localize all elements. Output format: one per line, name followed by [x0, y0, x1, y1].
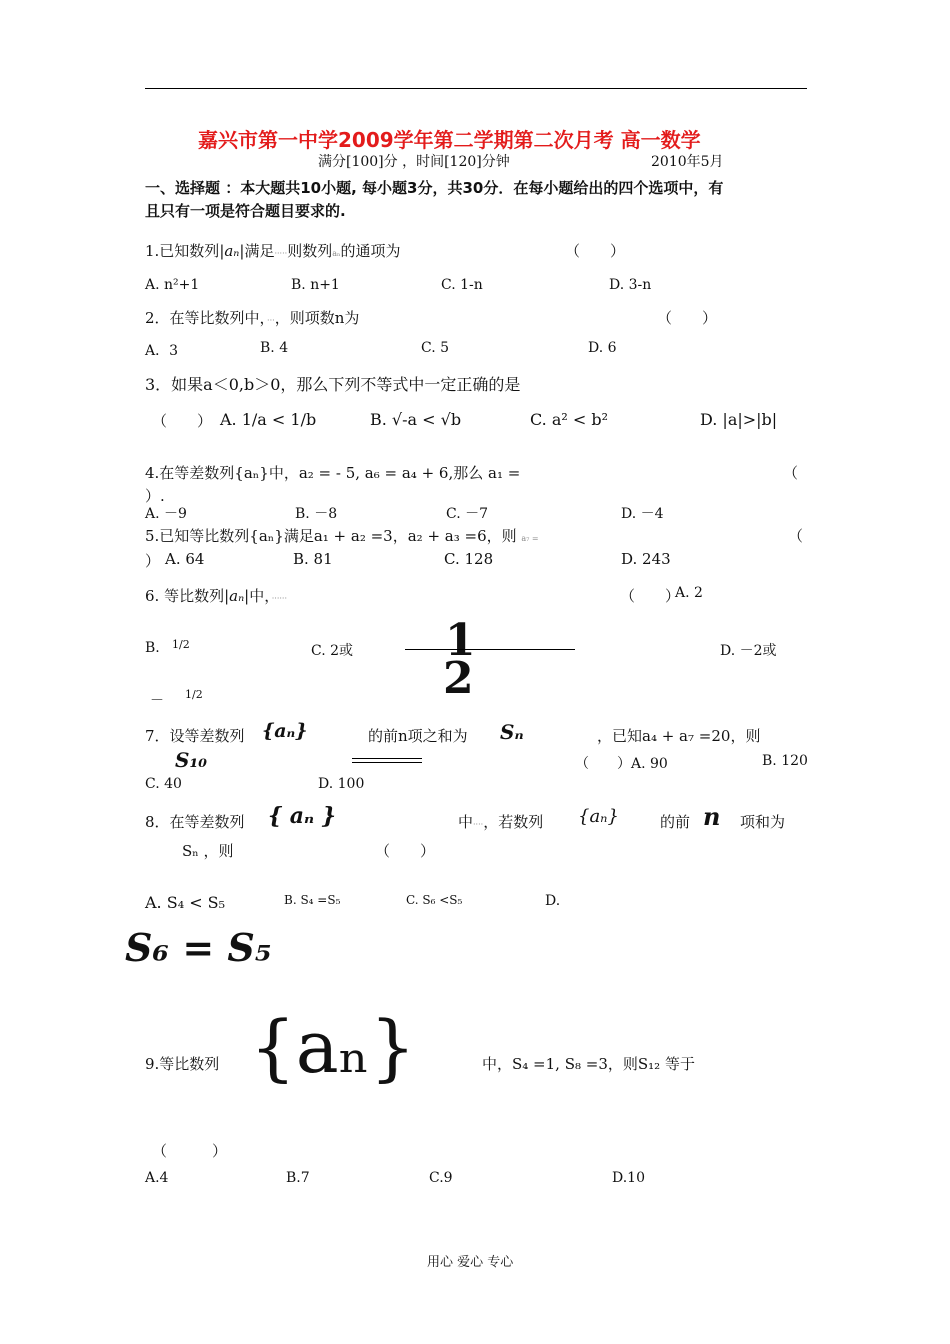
q4-option-b: B. －8 [295, 506, 338, 522]
q5-option-c: C. 128 [444, 550, 494, 568]
faded-formula: ······ [271, 594, 288, 603]
q4-option-a: A. －9 [145, 506, 187, 522]
q3-option-d: D. |a|>|b| [700, 410, 778, 429]
q8-option-d: D. [545, 893, 561, 909]
question-8-stem-a: 8．在等差数列 [145, 813, 245, 831]
q6-option-d-sign: － [150, 693, 164, 709]
q7-blank-line [352, 762, 422, 763]
question-8-stem-c: 的前 [660, 813, 691, 831]
question-5-paren-close: ） [145, 552, 161, 570]
exam-date: 2010年5月 [651, 154, 724, 170]
question-2-stem: 2．在等比数列中，···，则项数n为 [145, 309, 360, 327]
seq-an: |aₙ| [224, 587, 250, 605]
q7-option-d: D. 100 [318, 776, 365, 792]
question-3-paren: （ ） [152, 412, 213, 430]
q7-seq: {aₙ} [262, 720, 308, 742]
faded-formula: ··· [267, 316, 275, 325]
question-6-paren: （ ） [620, 587, 681, 605]
page-footer: 用心 爱心 专心 [427, 1255, 514, 1270]
question-9-paren: （ ） [152, 1142, 228, 1160]
q3-option-c: C. a² < b² [530, 410, 609, 429]
q8-option-d-formula: S₆ = S₅ [125, 925, 272, 970]
q9-option-d: D.10 [612, 1170, 645, 1186]
q8-seq: { aₙ } [268, 803, 336, 829]
document-title: 嘉兴市第一中学2009学年第二学期第二次月考 高一数学 [198, 128, 701, 152]
faded-formula: ····· [274, 249, 288, 258]
q1-option-a: A. n²+1 [145, 277, 200, 293]
q9-option-a: A.4 [145, 1170, 169, 1186]
section-heading [145, 177, 723, 223]
q4-option-c: C. －7 [446, 506, 489, 522]
q6-option-c: C. 2或 [311, 643, 354, 659]
question-7-stem-a: 7．设等差数列 [145, 727, 245, 745]
q7-s10: S₁₀ [175, 748, 207, 772]
section-line-2: 且只有一项是符合题目要求的. [145, 202, 346, 220]
question-2-paren: （ ） [657, 309, 718, 327]
question-3-stem: 3．如果a＜0,b＞0，那么下列不等式中一定正确的是 [145, 375, 521, 394]
question-8-stem-b: 中····，若数列 [458, 813, 544, 831]
question-5-paren-open: （ [788, 527, 804, 545]
q6-option-d-fraction: 1/2 [185, 688, 203, 701]
q7-option-c: C. 40 [145, 776, 182, 792]
q8-option-a: A. S₄ < S₅ [145, 893, 226, 912]
question-1-stem: 1.已知数列|aₙ|满足·····则数列aₙ的通项为 [145, 242, 401, 260]
q6-option-a: A. 2 [675, 585, 703, 601]
q5-option-b: B. 81 [293, 550, 333, 568]
q8-seq-2: {aₙ} [578, 806, 619, 827]
question-6-stem: 6. 等比数列|aₙ|中，······ [145, 587, 288, 605]
q9-option-c: C.9 [429, 1170, 453, 1186]
header-rule [145, 88, 807, 89]
q8-option-c: C. S₆ <S₅ [406, 893, 463, 907]
q6-option-b-fraction: 1/2 [172, 638, 190, 651]
question-8-paren: （ ） [375, 842, 436, 860]
q2-option-a: A．3 [145, 343, 179, 359]
q4-option-d: D. －4 [621, 506, 664, 522]
question-9-stem-b: 中，S₄ =1, S₈ =3，则S₁₂ 等于 [482, 1055, 695, 1073]
section-line-1: 一、选择题 ：本大题共10小题, 每小题3分，共30分．在每小题给出的四个选项中，有 [145, 179, 724, 197]
q7-sn: Sₙ [500, 720, 524, 744]
q9-seq: {aₙ} [250, 1005, 416, 1089]
q5-option-d: D. 243 [621, 550, 671, 568]
q7-paren-option-a: （ ）A. 90 [575, 756, 668, 772]
q2-option-c: C. 5 [421, 340, 450, 356]
question-7-stem-b: 的前n项之和为 [368, 727, 468, 745]
question-8-stem-e: Sₙ ，则 [182, 842, 234, 860]
question-5-stem: 5.已知等比数列{aₙ}满足a₁ + a₂ =3，a₂ + a₃ =6，则 a₇ = [145, 527, 539, 545]
question-4-paren-close: ）. [145, 487, 165, 505]
q8-n: n [703, 802, 721, 831]
exam-info: 满分[100]分 ，时间[120]分钟 [318, 154, 510, 170]
seq-an: |aₙ| [219, 242, 245, 260]
q6-option-b: B. [145, 640, 160, 656]
q2-option-b: B. 4 [260, 340, 289, 356]
q1-option-b: B. n+1 [291, 277, 340, 293]
question-8-stem-d: 项和为 [740, 813, 786, 831]
q5-option-a: A. 64 [165, 550, 205, 568]
q3-option-a: A. 1/a < 1/b [220, 410, 317, 429]
q3-option-b: B. √-a < √b [370, 410, 462, 429]
question-4-paren-open: （ [783, 464, 799, 482]
faded-formula: ···· [473, 820, 484, 829]
q2-option-d: D. 6 [588, 340, 617, 356]
q7-blank-line [352, 758, 422, 759]
question-1-paren: （ ） [565, 242, 626, 260]
q7-option-b: B. 120 [762, 753, 808, 769]
q1-option-c: C. 1-n [441, 277, 483, 293]
question-7-stem-c: ，已知a₄ + a₇ =20，则 [597, 727, 761, 745]
question-4-stem: 4.在等差数列{aₙ}中，a₂ = - 5, a₆ = a₄ + 6,那么 a₁ = [145, 464, 521, 482]
q8-option-b: B. S₄ =S₅ [284, 893, 341, 907]
faded-formula: aₙ [332, 249, 341, 258]
q9-option-b: B.7 [286, 1170, 310, 1186]
question-9-stem-a: 9.等比数列 [145, 1055, 220, 1073]
q6-option-d: D. －2或 [720, 643, 777, 659]
q1-option-d: D. 3-n [609, 277, 652, 293]
